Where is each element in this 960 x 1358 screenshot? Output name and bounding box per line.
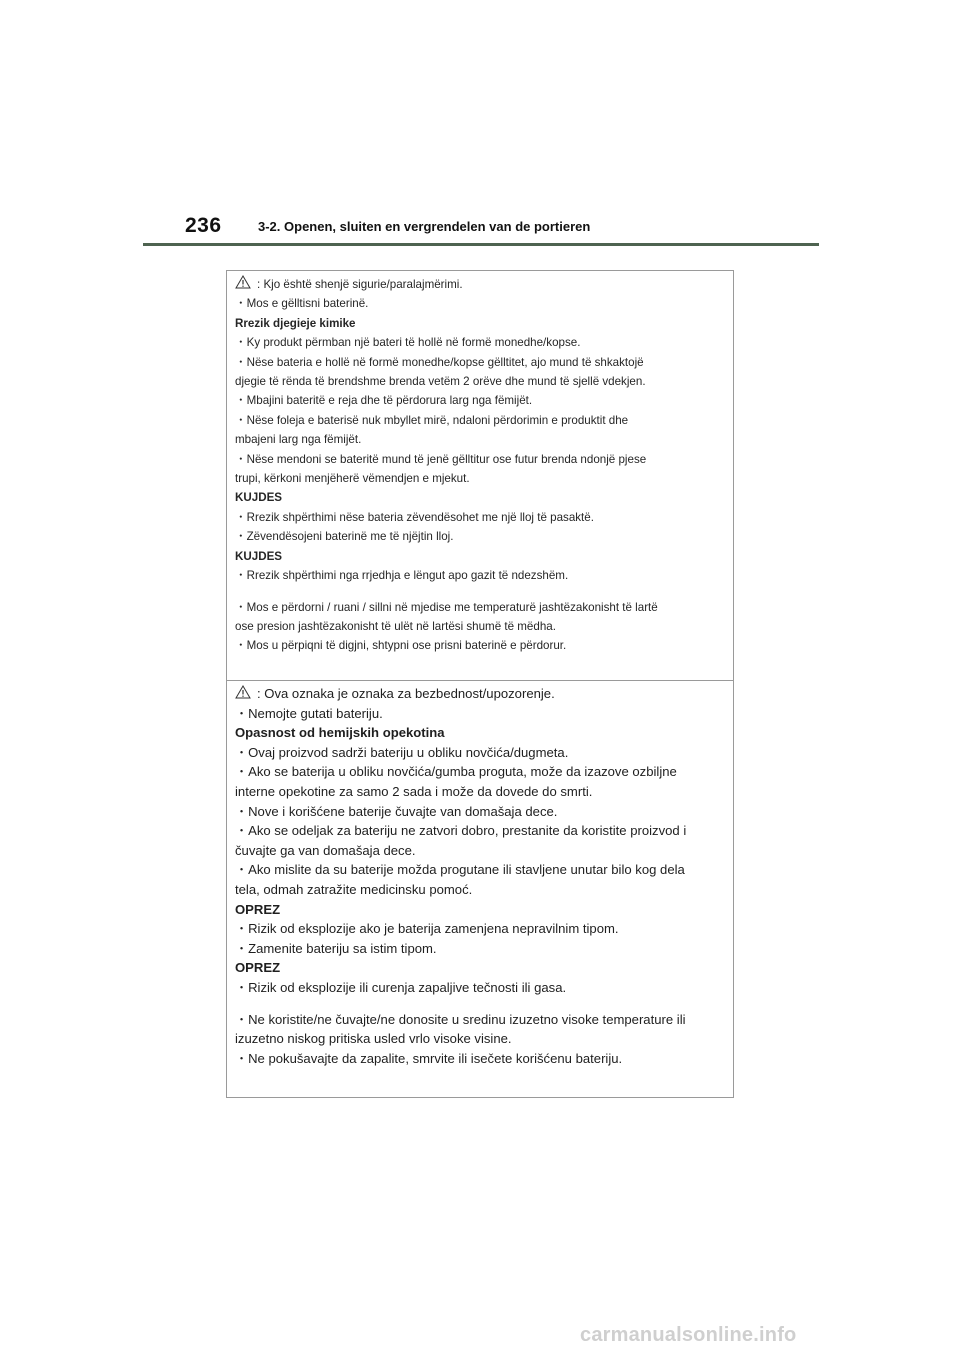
notice-line: ・Ovaj proizvod sadrži bateriju u obliku novčića/dugmeta. [235,744,569,760]
warning-triangle-icon [235,275,251,289]
notice-line: ・Rizik od eksplozije ili curenja zapaljive tečnosti ili gasa. [235,979,567,995]
battery-safety-notice [226,270,734,1098]
warning-text: : Ova oznaka je oznaka za bezbednost/upozorenje. [257,686,555,701]
notice-heading: KUJDES [235,549,283,563]
notice-line: tela, odmah zatražite medicinsku pomoć. [235,881,473,897]
paragraph-gap [235,998,729,1010]
notice-line: mbajeni larg nga fëmijët. [235,433,362,447]
notice-line: ・Ne pokušavajte da zapalite, smrvite ili isečete korišćenu bateriju. [235,1050,623,1066]
paragraph-gap [235,586,729,598]
notice-heading: OPREZ [235,960,281,976]
notice-line: ・Nëse mendoni se bateritë mund të jenë gëlltitur ose futur brenda ndonjë pjese [235,452,647,466]
notice-line: ・Ne koristite/ne čuvajte/ne donosite u sredinu izuzetno visoke temperature ili [235,1011,686,1027]
notice-line: ・Mos e përdorni / ruani / sillni në mjedise me temperaturë jashtëzakonisht të lartë [235,600,658,614]
notice-line: ・Rrezik shpërthimi nga rrjedhja e lëngut apo gazit të ndezshëm. [235,569,569,583]
notice-line: ・Nëse bateria e hollë në formë monedhe/kopse gëlltitet, ajo mund të shkaktojë [235,355,644,369]
notice-heading: Rrezik djegieje kimike [235,316,356,330]
notice-line: ・Ako se odeljak za bateriju ne zatvori dobro, prestanite da koristite proizvod i [235,823,687,839]
notice-line: ・Zëvendësojeni baterinë me të njëjtin lloj. [235,530,454,544]
notice-line: djegie të rënda të brendshme brenda vetëm 2 orëve dhe mund të sjellë vdekjen. [235,375,646,389]
notice-serbian [235,684,729,1068]
notice-line: ・Ky produkt përmban një bateri të hollë në formë monedhe/kopse. [235,336,581,350]
page-header [0,0,960,250]
header-rule [143,243,819,246]
warning-triangle-icon [235,685,251,699]
notice-heading: Opasnost od hemijskih opekotina [235,725,445,741]
notice-albanian-lines [235,294,729,585]
notice-serbian-lines [235,704,729,998]
notice-line: ・Zamenite bateriju sa istim tipom. [235,940,437,956]
notice-line: ・Rizik od eksplozije ako je baterija zamenjena nepravilnim tipom. [235,921,619,937]
notice-line: ・Mbajini bateritë e reja dhe të përdorura larg nga fëmijët. [235,394,533,408]
notice-line: trupi, kërkoni menjëherë vëmendjen e mjekut. [235,472,470,486]
notice-line: ・Nëse foleja e baterisë nuk mbyllet mirë, ndaloni përdorimin e produktit dhe [235,413,629,427]
notice-albanian [235,275,729,656]
notice-line: čuvajte ga van domašaja dece. [235,842,416,858]
notice-line: izuzetno niskog pritiska usled vrlo visoke visine. [235,1031,512,1047]
warning-line-albanian [235,275,729,294]
notice-albanian-lines-extra [235,598,729,656]
section-divider [227,680,733,681]
page-number: 236 [185,214,222,237]
notice-line: ・Mos e gëlltisni baterinë. [235,297,369,311]
notice-heading: OPREZ [235,901,281,917]
warning-text: : Kjo është shenjë sigurie/paralajmërimi. [257,278,463,291]
notice-line: ・Mos u përpiqni të digjni, shtypni ose prisni baterinë e përdorur. [235,639,567,653]
notice-line: interne opekotine za samo 2 sada i može da dovede do smrti. [235,783,593,799]
notice-line: ・Nemojte gutati bateriju. [235,705,383,721]
section-title: 3-2. Openen, sluiten en vergrendelen van de portieren [258,219,591,234]
notice-serbian-lines-extra [235,1010,729,1069]
notice-line: ・Nove i korišćene baterije čuvajte van domašaja dece. [235,803,558,819]
notice-line: ・Rrezik shpërthimi nëse bateria zëvendësohet me një lloj të pasaktë. [235,510,594,524]
warning-line-serbian [235,684,729,704]
notice-line: ・Ako se baterija u obliku novčića/gumba proguta, može da izazove ozbiljne [235,764,677,780]
notice-line: ・Ako mislite da su baterije možda progutane ili stavljene unutar bilo kog dela [235,862,685,878]
notice-line: ose presion jashtëzakonisht të ulët në lartësi shumë të mëdha. [235,619,556,633]
watermark: carmanualsonline.info [580,1324,797,1346]
notice-heading: KUJDES [235,491,283,505]
